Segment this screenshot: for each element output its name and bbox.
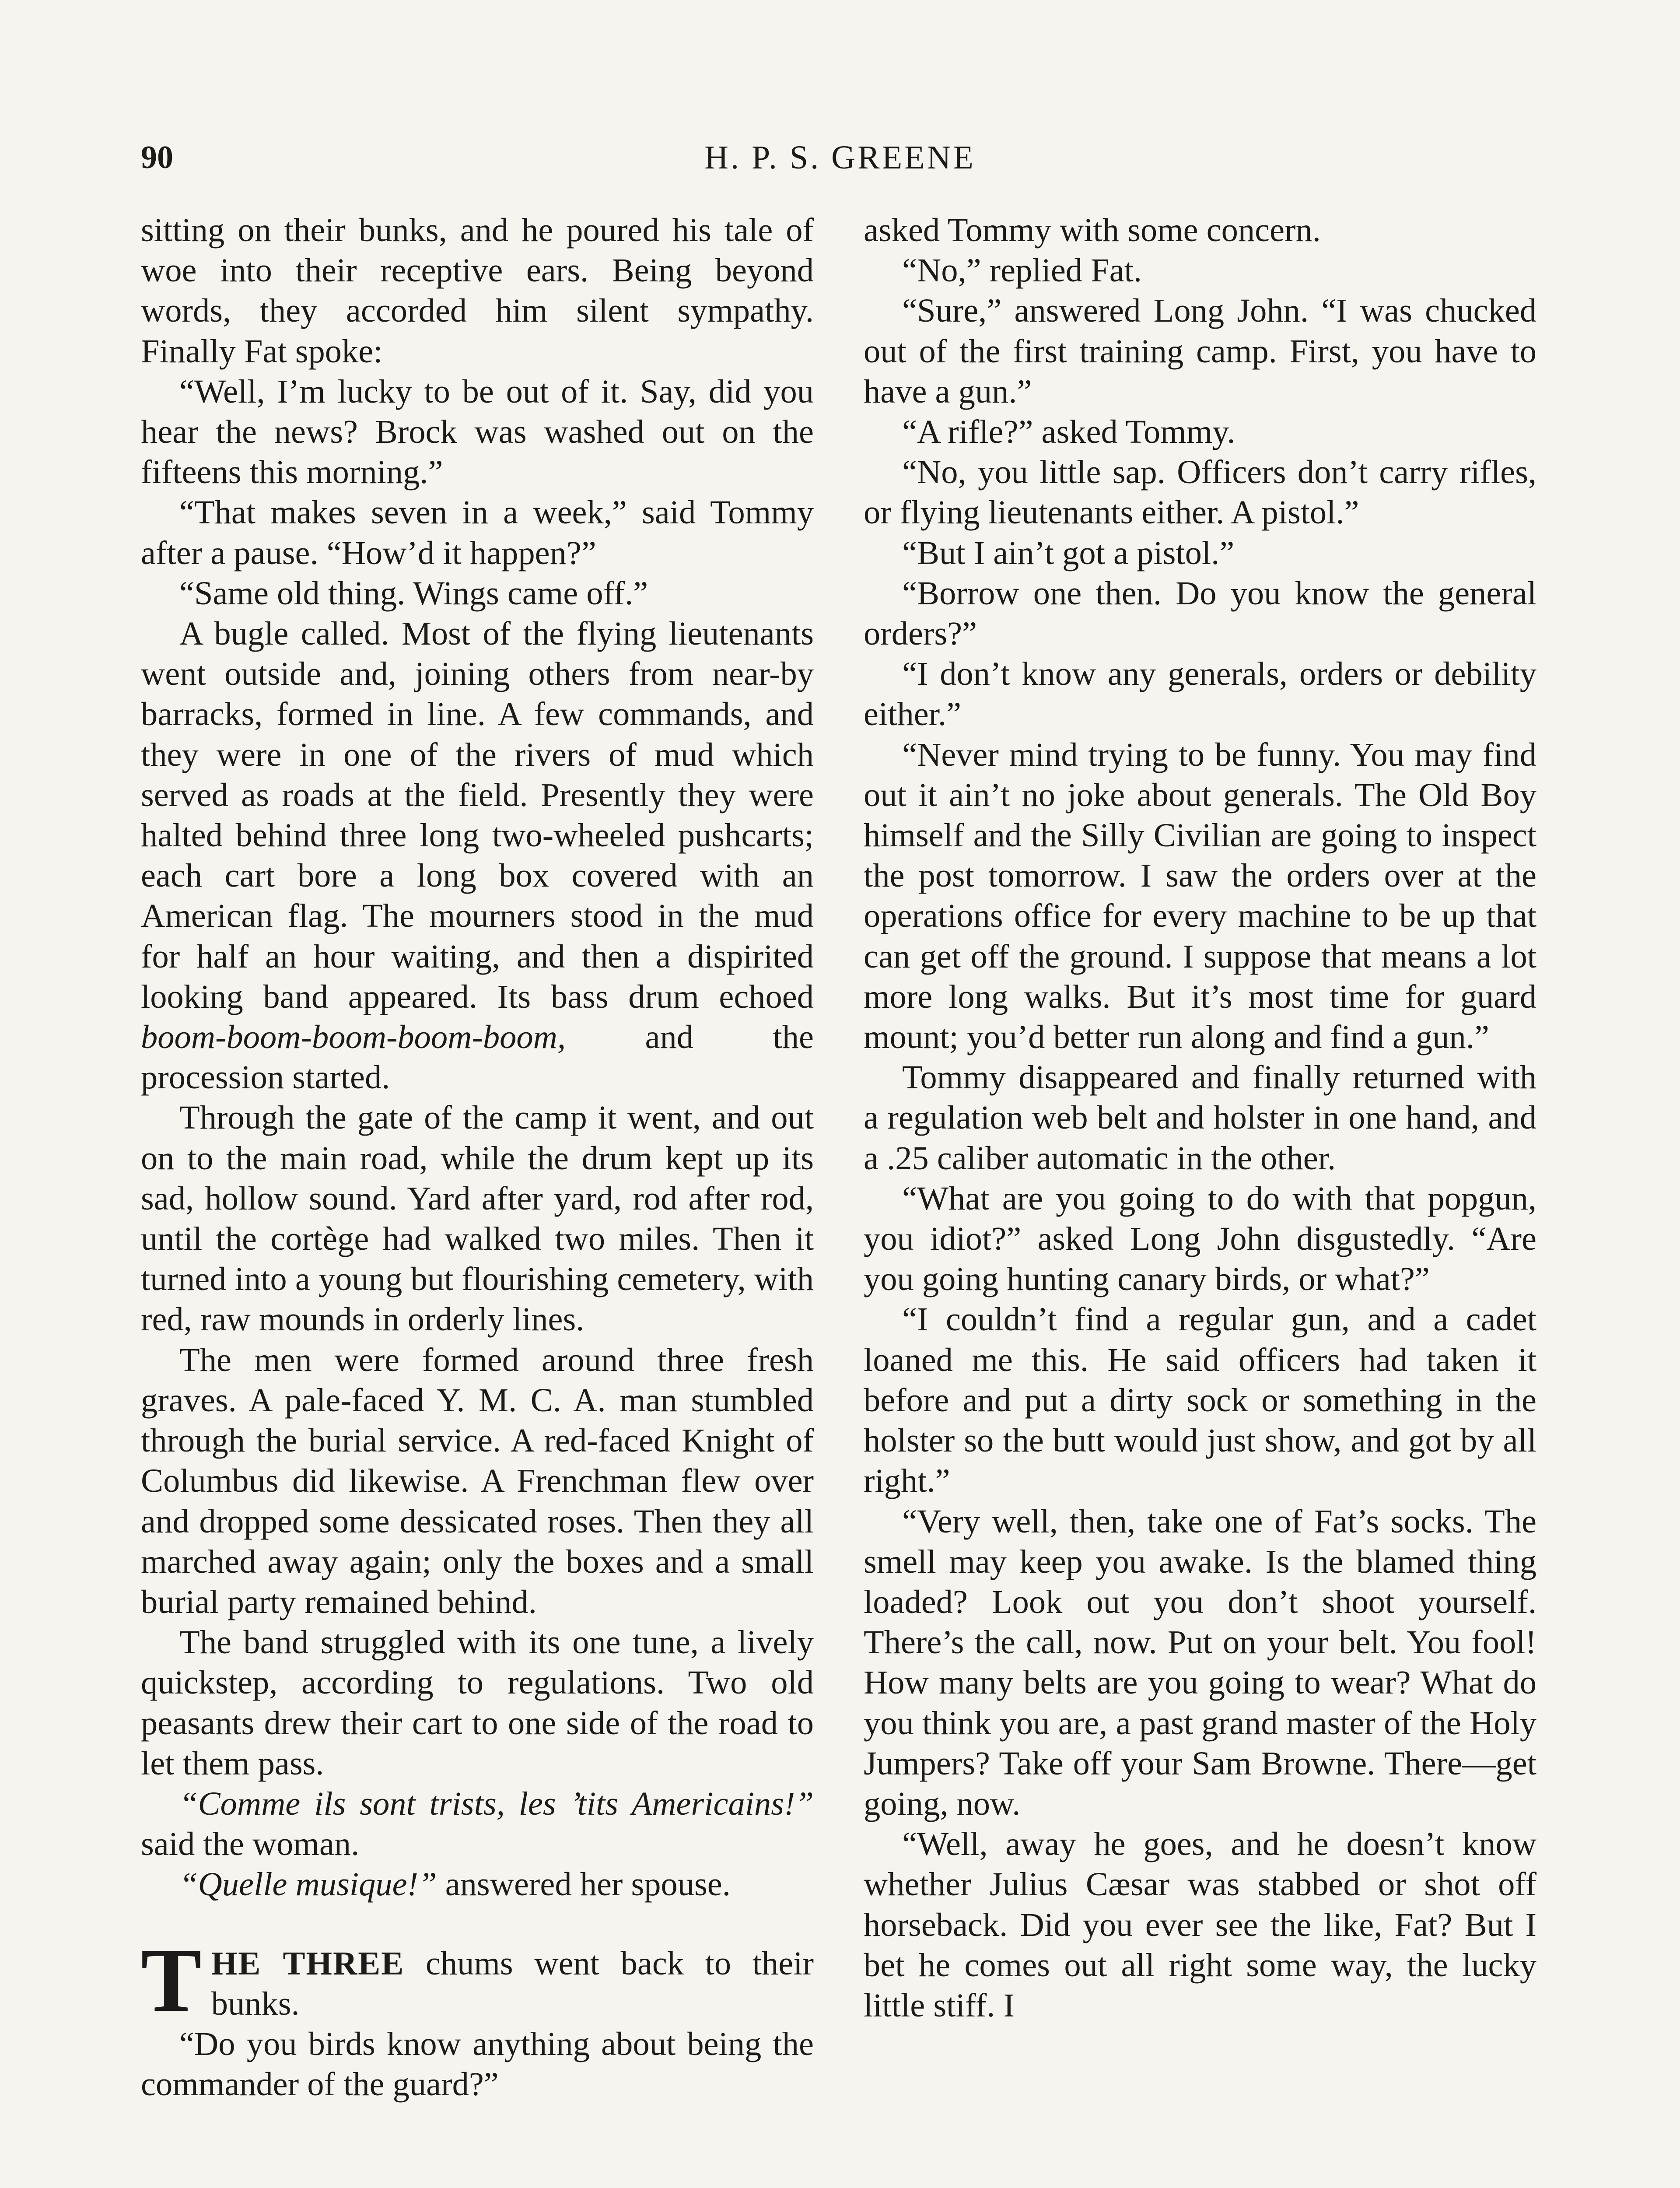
paragraph: Tommy disappeared and finally returned with a regulation web belt and holster in one hand, and a .25 caliber automatic in the other.: [864, 1059, 1536, 1177]
paragraph: The men were formed around three fresh graves. A pale-faced Y. M. C. A. man stumbled through the burial service. A red-faced Knight of Columbus did likewise. A Frenchman flew over and dropped some dessicated roses. Then they all marched away again; only the boxes and a small burial party remained behind.: [141, 1341, 814, 1620]
running-head: H. P. S. GREENE: [704, 139, 976, 176]
page-header: [141, 133, 1539, 182]
paragraph: “Borrow one then. Do you know the general orders?”: [864, 574, 1536, 652]
paragraph: [141, 1864, 814, 1904]
paragraph: sitting on their bunks, and he poured his tale of woe into their receptive ears. Being beyond words, they accorded him silent sympathy. Finally Fat spoke:: [141, 211, 814, 370]
paragraph-text: answered her spouse.: [445, 1865, 731, 1903]
paragraph: [141, 1784, 814, 1864]
page-number: 90: [141, 139, 173, 175]
paragraph-text: said the woman.: [141, 1825, 360, 1863]
paragraph: “No,” replied Fat.: [902, 252, 1142, 289]
paragraph: “I don’t know any generals, orders or debility either.”: [864, 655, 1536, 733]
paragraph-text: chums went back to their bunks.: [211, 1944, 814, 2022]
paragraph: The band struggled with its one tune, a lively quickstep, according to regulations. Two old peasants drew their cart to one side of the road to let them pass.: [141, 1623, 814, 1782]
left-column: [141, 210, 814, 2104]
small-caps-text: HE THREE: [211, 1944, 405, 1982]
paragraph: “Well, I’m lucky to be out of it. Say, did you hear the news? Brock was washed out on the fifteens this morning.”: [141, 372, 814, 491]
paragraph: “A rifle?” asked Tommy.: [902, 413, 1236, 451]
paragraph-text: A bugle called. Most of the flying lieutenants went outside and, joining others from near-by barracks, formed in line. A few commands, and they were in one of the rivers of mud which served as roads at the field. Presently they were halted behind three long two-wheeled pushcarts; each cart bore a long box covered with an American flag. The mourners stood in the mud for half an hour waiting, and then a dispirited looking band appeared. Its bass drum echoed: [141, 615, 814, 1015]
paragraph: “Sure,” answered Long John. “I was chucked out of the first training camp. First, you have to have a gun.”: [864, 292, 1536, 410]
text-columns: [141, 210, 1536, 2104]
paragraph: “I couldn’t find a regular gun, and a cadet loaned me this. He said officers had taken it before and put a dirty sock or something in the holster so the butt would just show, and got by all right.”: [864, 1301, 1536, 1500]
french-quote: “Quelle musique!”: [179, 1865, 437, 1903]
paragraph: “Never mind trying to be funny. You may find out it ain’t no joke about generals. The Old Boy himself and the Silly Civilian are going to inspect the post tomorrow. I saw the orders over at the operations office for every machine to be up that can get off the ground. I suppose that means a lot more long walks. But it’s most time for guard mount; you’d better run along and find a gun.”: [864, 736, 1536, 1056]
paragraph: asked Tommy with some concern.: [864, 211, 1321, 249]
italic-text: boom-boom-boom-boom-boom,: [141, 1018, 566, 1056]
paragraph: “That makes seven in a week,” said Tommy after a pause. “How’d it happen?”: [141, 494, 814, 572]
paragraph: “Very well, then, take one of Fat’s socks. The smell may keep you awake. Is the blamed thing loaded? Look out you don’t shoot yourself. There’s the call, now. Put on your belt. You fool! How many belts are you going to wear? What do you think you are, a past grand master of the Holy Jumpers? Take off your Sam Browne. There—get going, now.: [864, 1502, 1536, 1822]
paragraph: “But I ain’t got a pistol.”: [902, 534, 1235, 572]
paragraph-text: and the procession started.: [141, 1018, 814, 1096]
paragraph: [141, 614, 814, 1098]
right-column: [864, 210, 1536, 2104]
section-opening-paragraph: [141, 1929, 814, 2030]
paragraph: “Do you birds know anything about being the commander of the guard?”: [141, 2025, 814, 2103]
paragraph: “Same old thing. Wings came off.”: [179, 574, 648, 612]
french-quote: “Comme ils sont trists, les ’tits Americains!”: [179, 1785, 814, 1822]
paragraph: “No, you little sap. Officers don’t carry rifles, or flying lieutenants either. A pistol.”: [864, 453, 1536, 531]
paragraph: “What are you going to do with that popgun, you idiot?” asked Long John disgustedly. “Are you going hunting canary birds, or what?”: [864, 1179, 1536, 1298]
paragraph: “Well, away he goes, and he doesn’t know whether Julius Cæsar was stabbed or shot off horseback. Did you ever see the like, Fat? But I bet he comes out all right some way, the lucky little stiff. I: [864, 1825, 1536, 2024]
drop-cap: T: [141, 1929, 202, 2030]
paragraph: Through the gate of the camp it went, and out on to the main road, while the drum kept up its sad, hollow sound. Yard after yard, rod after rod, until the cortège had walked two miles. Then it turned into a young but flourishing cemetery, with red, raw mounds in orderly lines.: [141, 1099, 814, 1338]
